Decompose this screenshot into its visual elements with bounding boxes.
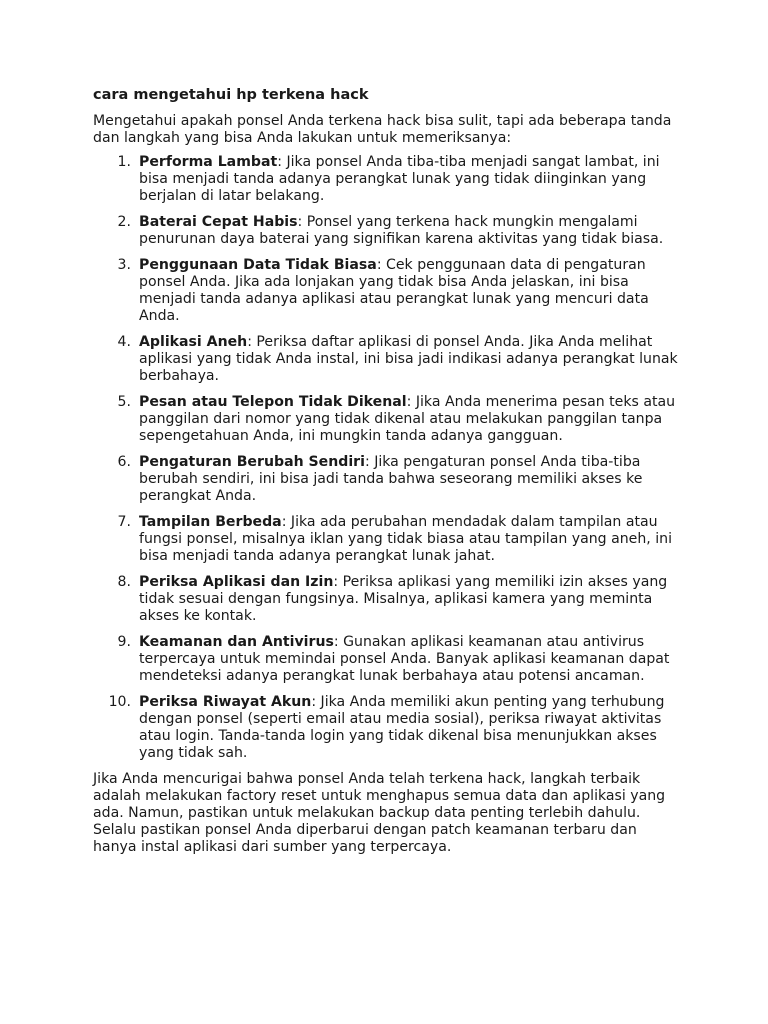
intro-paragraph: Mengetahui apakah ponsel Anda terkena hack bisa sulit, tapi ada beberapa tanda dan langkah yang bisa Anda lakukan untuk memeriksanya: (93, 113, 672, 146)
list-text: : Ponsel yang terkena hack mungkin mengalami penurunan daya baterai yang signifikan karena aktivitas yang tidak biasa. (139, 214, 664, 247)
list-text: : Jika ada perubahan mendadak dalam tampilan atau fungsi ponsel, misalnya iklan yang tidak biasa atau tampilan yang aneh, ini bisa menjadi tanda adanya perangkat lunak jahat. (139, 514, 672, 564)
list-number: 7. (117, 514, 131, 530)
list-item (93, 574, 683, 625)
document-body (93, 86, 683, 856)
list-text: : Gunakan aplikasi keamanan atau antivirus terpercaya untuk memindai ponsel Anda. Banyak aplikasi keamanan dapat mendeteksi adanya perangkat lunak berbahaya atau potensi ancaman. (139, 634, 670, 684)
list-item (93, 257, 683, 325)
list-number: 1. (117, 154, 131, 170)
list-item (93, 454, 683, 505)
list-text: : Periksa daftar aplikasi di ponsel Anda. Jika Anda melihat aplikasi yang tidak Anda instal, ini bisa jadi indikasi adanya perangkat lunak berbahaya. (139, 334, 678, 384)
list-number: 9. (117, 634, 131, 650)
list-item (93, 694, 683, 762)
list-item (93, 634, 683, 685)
signs-list (93, 154, 683, 762)
list-term: Performa Lambat (139, 154, 278, 170)
list-number: 2. (117, 214, 131, 230)
list-term: Pesan atau Telepon Tidak Dikenal (139, 394, 407, 410)
list-number: 4. (117, 334, 131, 350)
list-term: Aplikasi Aneh (139, 334, 248, 350)
list-item (93, 154, 683, 205)
list-text: : Periksa aplikasi yang memiliki izin akses yang tidak sesuai dengan fungsinya. Misalnya, aplikasi kamera yang meminta akses ke kontak. (139, 574, 668, 624)
list-term: Keamanan dan Antivirus (139, 634, 334, 650)
list-item (93, 394, 683, 445)
list-text: : Cek penggunaan data di pengaturan ponsel Anda. Jika ada lonjakan yang tidak bisa Anda jelaskan, ini bisa menjadi tanda adanya aplikasi atau perangkat lunak yang mencuri data Anda. (139, 257, 649, 324)
list-item (93, 514, 683, 565)
list-term: Baterai Cepat Habis (139, 214, 298, 230)
list-item (93, 214, 683, 248)
list-text: : Jika Anda menerima pesan teks atau panggilan dari nomor yang tidak dikenal atau melakukan panggilan tanpa sepengetahuan Anda, ini mungkin tanda adanya gangguan. (139, 394, 676, 444)
list-number: 5. (117, 394, 131, 410)
list-number: 8. (117, 574, 131, 590)
list-term: Periksa Aplikasi dan Izin (139, 574, 334, 590)
list-term: Pengaturan Berubah Sendiri (139, 454, 365, 470)
list-number: 10. (108, 694, 131, 710)
document-title: cara mengetahui hp terkena hack (93, 87, 369, 103)
list-number: 3. (117, 257, 131, 273)
list-text: : Jika Anda memiliki akun penting yang terhubung dengan ponsel (seperti email atau media sosial), periksa riwayat aktivitas atau login. Tanda-tanda login yang tidak dikenal bisa menunjukkan akses yang tidak sah. (139, 694, 665, 761)
list-term: Tampilan Berbeda (139, 514, 282, 530)
list-number: 6. (117, 454, 131, 470)
list-term: Periksa Riwayat Akun (139, 694, 312, 710)
list-text: : Jika ponsel Anda tiba-tiba menjadi sangat lambat, ini bisa menjadi tanda adanya perangkat lunak yang tidak diinginkan yang berjalan di latar belakang. (139, 154, 660, 204)
conclusion-paragraph: Jika Anda mencurigai bahwa ponsel Anda telah terkena hack, langkah terbaik adalah melakukan factory reset untuk menghapus semua data dan aplikasi yang ada. Namun, pastikan untuk melakukan backup data penting terlebih dahulu. Selalu pastikan ponsel Anda diperbarui dengan patch keamanan terbaru dan hanya instal aplikasi dari sumber yang terpercaya. (93, 771, 666, 855)
list-text: : Jika pengaturan ponsel Anda tiba-tiba berubah sendiri, ini bisa jadi tanda bahwa seseorang memiliki akses ke perangkat Anda. (139, 454, 643, 504)
list-term: Penggunaan Data Tidak Biasa (139, 257, 377, 273)
list-item (93, 334, 683, 385)
